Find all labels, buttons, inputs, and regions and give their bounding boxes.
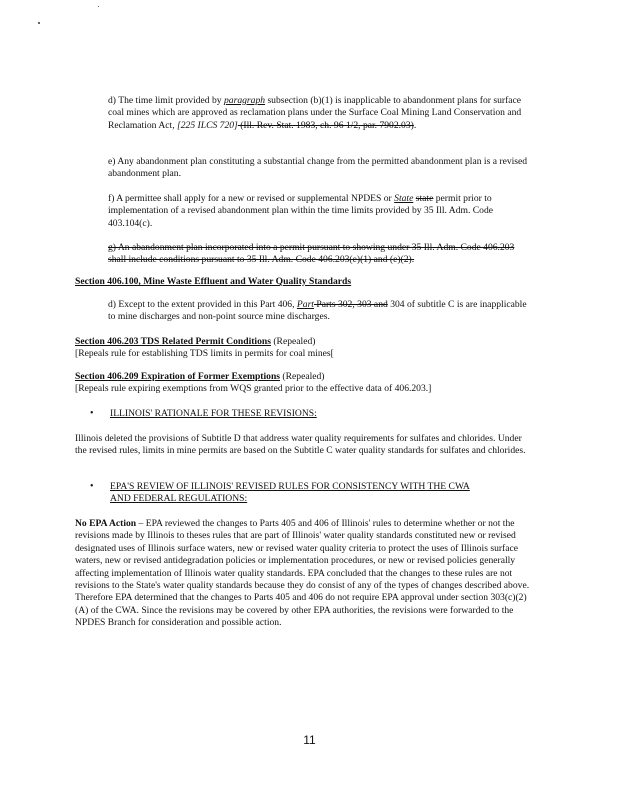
text-run: d) The time limit provided by (108, 95, 224, 106)
section-status: (Repealed) (280, 371, 325, 382)
no-epa-action-label: No EPA Action (75, 518, 137, 529)
italic-run: [225 ILCS 720] (177, 119, 238, 131)
epa-review-heading (110, 481, 530, 506)
text-run: . (413, 119, 417, 131)
epa-review-paragraph (75, 518, 535, 630)
bullet-marker: • (90, 481, 94, 492)
section-406-100-paragraph-d (108, 299, 528, 324)
struck-text: Parts 302, 303 and (313, 299, 388, 310)
scan-speck (38, 22, 40, 24)
heading-line: AND FEDERAL REGULATIONS: (110, 493, 248, 505)
paragraph-f (108, 193, 528, 230)
text-run: f) A permittee shall apply for a new or revised or supplemental NPDES or (108, 193, 395, 204)
heading-line: EPA'S REVIEW OF ILLINOIS' REVISED RULES FOR CONSISTENCY WITH THE CWA (110, 481, 470, 492)
section-note: [Repeals rule for establishing TDS limits in permits for coal mines[ (75, 348, 334, 360)
paragraph-e: e) Any abandonment plan constituting a substantial change from the permitted abandonment plan is a revised abandonment plan. (108, 156, 528, 180)
text-run: 304 of subtitle C is are inapplicable to mine discharges and non-point source mine discharges. (108, 299, 527, 323)
section-406-100-heading: Section 406.100, Mine Waste Effluent and Water Quality Standards (75, 276, 352, 287)
scan-speck (98, 6, 99, 7)
text-run: permit prior to implementation of a revised abandonment plan within the time limits provided by 35 Ill. Adm. Code 403.104(c). (108, 193, 494, 229)
section-406-203 (75, 336, 535, 361)
text-run: – EPA reviewed the changes to Parts 405 and 406 of Illinois' rules to determine whether or not the revisions made by Illinois to theses rules that are part of Illinois' water quality standards constituted new or revised designated uses of Illinois surface waters, new or revised water quality criteria to protect the uses of Illinois surface waters, new or revised antidegradation policies or implementation procedures, or new or revised policies generally affecting implementation of Illinois water quality standards. EPA concluded that the changes to these rules are not revisions to the State's water quality standards because they do consist of any of the types of changes described above. Therefore EPA determined that the changes to Parts 405 and 406 do not require EPA approval under section 303(c)(2)(A) of the CWA. Since the revisions may be covered by other EPA authorities, the revisions were forwarded to the NPDES Branch for consideration and possible action. (75, 518, 530, 629)
section-406-209 (75, 371, 535, 396)
struck-text: state (415, 193, 434, 204)
section-heading: Section 406.209 Expiration of Former Exemptions (75, 371, 281, 382)
inserted-text: Part (296, 299, 314, 310)
paragraph-g-deleted: g) An abandonment plan incorporated into a permit pursuant to showing under 35 Ill. Adm. Code 406.203 shall include conditions pursuant to 35 Ill. Adm. Code 406.203(e)(1) and (e)(2). (108, 242, 515, 266)
text-run: subsection (b)(1) is inapplicable to abandonment plans for surface coal mines which are approved as reclamation plans under the Surface Coal Mining Land Conservation and Reclamation Act, (108, 95, 522, 131)
paragraph-d-time-limit (108, 95, 528, 132)
section-heading: Section 406.203 TDS Related Permit Conditions (75, 336, 271, 347)
section-note: [Repeals rule expiring exemptions from WQS granted prior to the effective data of 406.203.] (75, 383, 432, 395)
page-number: 11 (303, 733, 316, 747)
struck-text: (Ill. Rev. Stat. 1983, ch. 96 1/2, par. 7902.03) (237, 119, 414, 131)
italic-run: paragraph (224, 95, 266, 106)
inserted-text: State (394, 193, 414, 204)
rationale-paragraph: Illinois deleted the provisions of Subtitle D that address water quality requirements for sulfates and chlorides. Under the revised rules, limits in mine permits are based on the Subtitle C water quality standards for sulfates and chlorides. (75, 433, 526, 457)
rationale-heading: ILLINOIS' RATIONALE FOR THESE REVISIONS: (110, 408, 317, 419)
bullet-marker: • (90, 408, 94, 419)
section-status: (Repealed) (270, 336, 316, 347)
text-run: d) Except to the extent provided in this Part 406, (108, 299, 297, 310)
